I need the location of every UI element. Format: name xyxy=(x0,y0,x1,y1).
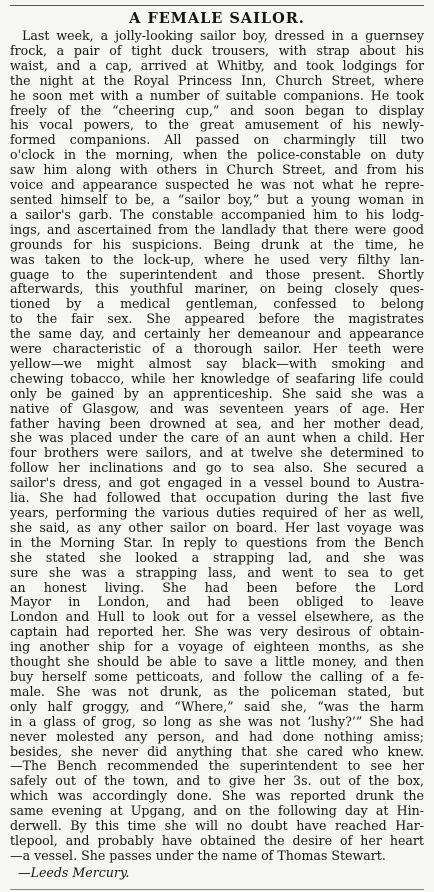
article-line: frock, a pair of tight duck trousers, with strap about his xyxy=(10,43,424,58)
article-line: tioned by a medical gentleman, confessed to belong xyxy=(10,297,424,312)
article-line: o'clock in the morning, when the police-constable on duty xyxy=(10,148,424,163)
article-line: tlepool, and probably have obtained the desire of her heart xyxy=(10,833,424,848)
article-line: —The Bench recommended the superintendent to see her xyxy=(10,759,424,774)
article-line: were characteristic of a thorough sailor. Her teeth were xyxy=(10,342,424,357)
bottom-rule xyxy=(10,889,424,890)
article-line: safely out of the town, and to give her 3s. out of the box, xyxy=(10,774,424,789)
article-line: in the Morning Star. In reply to questions from the Bench xyxy=(10,535,424,550)
article-line: native of Glasgow, and was seventeen years of age. Her xyxy=(10,401,424,416)
article-line: only half groggy, and “Where,” said she, “was the harm xyxy=(10,699,424,714)
article-line: ing another ship for a voyage of eighteen months, as she xyxy=(10,640,424,655)
article-line: guage to the superintendent and those present. Shortly xyxy=(10,267,424,282)
article-headline: A FEMALE SAILOR. xyxy=(129,10,305,27)
article-line: the night at the Royal Princess Inn, Church Street, where xyxy=(10,73,424,88)
article-line: waist, and a cap, arrived at Whitby, and took lodgings for xyxy=(10,58,424,73)
article-line: the same day, and certainly her demeanour and appearance xyxy=(10,327,424,342)
article-line: she was placed under the care of an aunt when a child. Her xyxy=(10,431,424,446)
article-line: grounds for his suspicions. Being drunk at the time, he xyxy=(10,237,424,252)
article-line: sailor's dress, and got engaged in a vessel bound to Austra- xyxy=(10,476,424,491)
article-line: lia. She had followed that occupation during the last five xyxy=(10,491,424,506)
article-line: Mayor in London, and had been obliged to leave xyxy=(10,595,424,610)
article-line: captain had reported her. She was very desirous of obtain- xyxy=(10,625,424,640)
top-rule xyxy=(10,5,424,6)
article-line: was taken to the lock-up, where he used very filthy lan- xyxy=(10,252,424,267)
article-line: which was accordingly done. She was reported drunk the xyxy=(10,789,424,804)
article-line: chewing tobacco, while her knowledge of seafaring life could xyxy=(10,371,424,386)
article-line: sure she was a strapping lass, and went to sea to get xyxy=(10,565,424,580)
article-source: —Leeds Mercury. xyxy=(18,864,130,880)
article-line: four brothers were sailors, and at twelve she determined to xyxy=(10,446,424,461)
article-line: afterwards, this youthful mariner, on being closely ques- xyxy=(10,282,424,297)
article-line: yellow—we might almost say black—with smoking and xyxy=(10,356,424,371)
article-line: never molested any person, and had done nothing amiss; xyxy=(10,729,424,744)
article-line: thought she should be able to save a little money, and then xyxy=(10,655,424,670)
article-line: besides, she never did anything that she cared who knew. xyxy=(10,744,424,759)
article-line: she said, as any other sailor on board. Her last voyage was xyxy=(10,520,424,535)
article-line: father having been drowned at sea, and her mother dead, xyxy=(10,416,424,431)
article-line: only be gained by an apprenticeship. She said she was a xyxy=(10,386,424,401)
article-line: sented himself to be, a “sailor boy,” but a young woman in xyxy=(10,192,424,207)
article-line: male. She was not drunk, as the policeman stated, but xyxy=(10,684,424,699)
article-line: —a vessel. She passes under the name of Thomas Stewart. xyxy=(10,848,386,863)
article-line: follow her inclinations and go to sea also. She secured a xyxy=(10,461,424,476)
article-line: saw him along with others in Church Street, and from his xyxy=(10,163,424,178)
article-line: buy herself some petticoats, and follow the calling of a fe- xyxy=(10,669,424,684)
article-line: his vocal powers, to the great amusement of his newly- xyxy=(10,118,424,133)
article-line: an honest living. She had been before the Lord xyxy=(10,580,424,595)
article-line: same evening at Upgang, and on the following day at Hin- xyxy=(10,804,424,819)
article-line: years, performing the various duties required of her as well, xyxy=(10,506,424,520)
article-line: to the fair sex. She appeared before the magistrates xyxy=(10,312,424,327)
article-line: a sailor's garb. The constable accompanied him to his lodg- xyxy=(10,207,424,222)
article-line: derwell. By this time she will no doubt have reached Har- xyxy=(10,819,424,834)
article-line: she stated she looked a strapping lad, and she was xyxy=(10,550,424,565)
article-body xyxy=(10,29,424,864)
article-line: ings, and ascertained from the landlady that there were good xyxy=(10,222,424,237)
article-line: Last week, a jolly-looking sailor boy, dressed in a guernsey xyxy=(22,29,424,43)
article-line: in a glass of grog, so long as she was not ‘lushy?’” She had xyxy=(10,714,424,729)
article-line: formed companions. All passed on charmingly till two xyxy=(10,133,424,148)
article-line: London and Hull to look out for a vessel elsewhere, as the xyxy=(10,610,424,625)
article-line: he soon met with a number of suitable companions. He took xyxy=(10,88,424,103)
article-line: freely of the “cheering cup,” and soon began to display xyxy=(10,103,424,118)
article-line: voice and appearance suspected he was not what he repre- xyxy=(10,178,424,193)
